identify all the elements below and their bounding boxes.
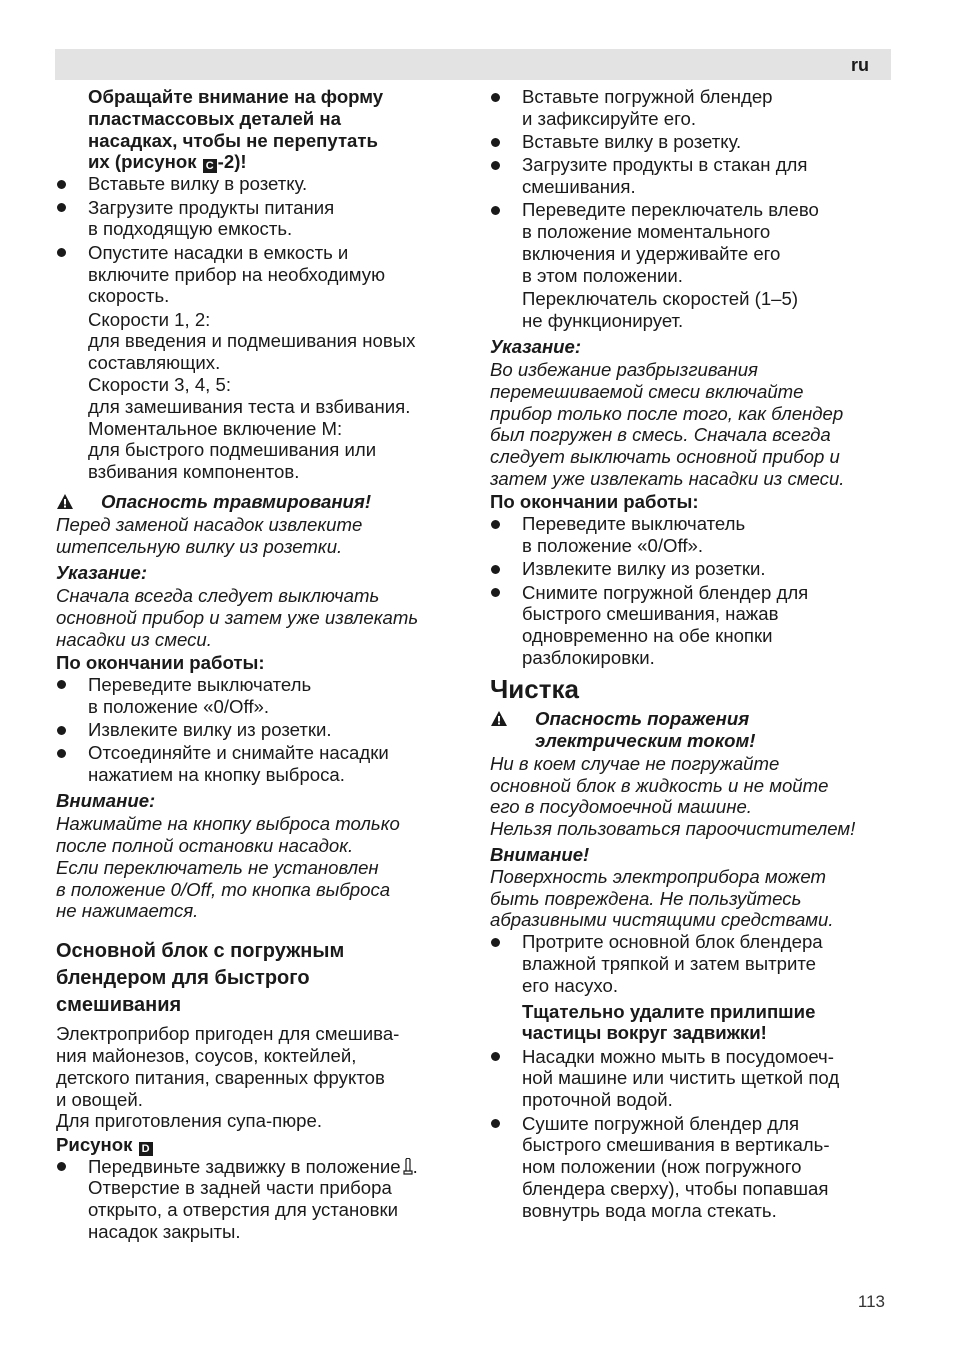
attention-line: Нажимайте на кнопку выброса только — [56, 813, 400, 835]
danger-title-line: Опасность поражения — [535, 707, 750, 729]
list-item-line: в подходящую емкость. — [88, 218, 293, 240]
section-title — [56, 938, 466, 1019]
cleaning-title: Чистка — [490, 673, 579, 704]
intro-warning — [56, 86, 466, 173]
speed-line: Моментальное включение M: — [88, 417, 343, 439]
list-item-line: включите прибор на необходимую — [88, 263, 386, 285]
right-column — [490, 86, 890, 1223]
section-title-line: Основной блок с погружным — [56, 940, 345, 963]
list-item-line: Переведите выключатель — [522, 513, 746, 535]
note-line: следует выключать основной прибор и — [490, 446, 840, 468]
list-item-line: в положение «0/Off». — [88, 695, 269, 717]
attention-line: абразивными чистящими средствами. — [490, 909, 834, 931]
list-item — [56, 1156, 466, 1243]
note-text — [56, 585, 466, 650]
danger-text — [56, 514, 466, 558]
slide-text: Передвиньте задвижку в положение — [88, 1155, 401, 1177]
after-work-title: По окончании работы: — [490, 491, 699, 513]
list-item-line: быстрого смешивания в вертикаль- — [522, 1134, 830, 1156]
attention-line: Если переключатель не установлен — [56, 856, 379, 878]
list-item-line: Сушите погружной блендер для — [522, 1112, 800, 1134]
section-line: ния майонезов, соусов, коктейлей, — [56, 1044, 357, 1066]
list-item-line: в положение моментального — [522, 221, 771, 243]
list-item — [490, 558, 890, 580]
list-item — [490, 199, 890, 286]
intro-text: их (рисунок — [88, 151, 197, 173]
list-item-line: Насадки можно мыть в посудомоеч- — [522, 1045, 834, 1067]
list-item-line: одновременно на обе кнопки — [522, 625, 773, 647]
attention-title: Внимание: — [56, 789, 156, 811]
slide-period: . — [412, 1155, 418, 1177]
list-item-line: Отверстие в задней части прибора — [88, 1177, 392, 1199]
speed-line: Скорости 3, 4, 5: — [88, 374, 232, 396]
note-line: перемешиваемой смеси включайте — [490, 380, 804, 402]
note-line: прибор только после того, как блендер — [490, 402, 844, 424]
note-title: Указание: — [56, 561, 148, 583]
speed-line: взбивания компонентов. — [88, 461, 300, 483]
note-line: Во избежание разбрызгивания — [490, 359, 758, 381]
list-item-line: разблокировки. — [522, 646, 655, 668]
danger-line: Перед заменой насадок извлеките — [56, 514, 363, 536]
warning-triangle-icon — [56, 493, 74, 510]
list-item — [490, 513, 890, 557]
list-item — [56, 197, 466, 241]
list-item-line: нажатием на кнопку выброса. — [88, 764, 345, 786]
note-text — [490, 359, 890, 490]
note-line: затем уже извлекать насадки из смеси. — [490, 468, 845, 490]
slider-position-icon — [403, 1158, 413, 1176]
list-item-line: Вставьте вилку в розетку. — [88, 173, 308, 195]
note-line: основной прибор и затем уже извлекать — [56, 607, 419, 629]
switch-line: Переключатель скоростей (1–5) — [522, 288, 799, 310]
list-item-line: влажной тряпкой и затем вытрите — [522, 952, 817, 974]
attention-line: после полной остановки насадок. — [56, 835, 354, 856]
after-work-list — [56, 674, 466, 786]
list-item-line: Протрите основной блок блендера — [522, 931, 823, 953]
list-item-line: Снимите погружной блендер для — [522, 581, 809, 603]
danger-line: штепсельную вилку из розетки. — [56, 536, 343, 558]
warning-triangle-icon — [490, 710, 508, 727]
danger-heading — [490, 708, 890, 752]
list-item — [490, 1113, 890, 1222]
section-text — [56, 1023, 466, 1132]
intro-line: насадках, чтобы не перепутать — [88, 129, 378, 151]
danger-line: Ни в коем случае не погружайте — [490, 752, 780, 774]
figure-label: Рисунок — [56, 1133, 133, 1155]
danger-heading — [56, 491, 466, 513]
speed-line: для быстрого подмешивания или — [88, 439, 377, 461]
attention-text — [490, 866, 890, 931]
list-item-line: блендера сверху), чтобы попавшая — [522, 1177, 829, 1199]
section-line: Для приготовления супа-пюре. — [56, 1110, 323, 1132]
intro-line: Обращайте внимание на форму — [88, 86, 384, 107]
section-line: детского питания, сваренных фруктов — [56, 1066, 385, 1088]
attention-title: Внимание! — [490, 844, 590, 865]
switch-line: не функционирует. — [522, 309, 684, 331]
list-item-line: быстрого смешивания, нажав — [522, 603, 779, 625]
list-item — [56, 742, 466, 786]
list-item — [490, 582, 890, 669]
list-item-line: Переведите переключатель влево — [522, 199, 819, 221]
attention-line: не нажимается. — [56, 900, 199, 922]
section-title-line: блендером для быстрого — [56, 967, 310, 990]
list-item — [490, 931, 890, 1044]
section-line: Электроприбор пригоден для смешива- — [56, 1023, 400, 1045]
after-work-title: По окончании работы: — [56, 652, 265, 674]
wipe-warning-line: частицы вокруг задвижки! — [522, 1022, 767, 1044]
speed-line: для введения и подмешивания новых — [88, 330, 416, 352]
intro-line — [88, 151, 466, 173]
wipe-warning-line: Тщательно удалите прилипшие — [522, 1000, 816, 1022]
header-bar — [55, 49, 891, 80]
list-item-line: и зафиксируйте его. — [522, 107, 696, 129]
after-work-list — [490, 513, 890, 669]
list-item-line: Загрузите продукты в стакан для — [522, 154, 808, 176]
speed-line: составляющих. — [88, 352, 221, 374]
list-item-line: ном положении (нож погружного — [522, 1156, 802, 1178]
page-number: 113 — [857, 1292, 885, 1311]
list-item-line: ной машине или чистить щеткой под — [522, 1067, 840, 1089]
attention-line: в положение 0/Off, то кнопка выброса — [56, 878, 391, 900]
slide-list — [56, 1156, 466, 1243]
attention-text — [56, 813, 466, 922]
list-item — [490, 86, 890, 130]
list-item-line: его насухо. — [522, 974, 619, 996]
list-item-line: включения и удерживайте его — [522, 243, 781, 265]
list-item — [56, 173, 466, 195]
blender-steps-list — [490, 86, 890, 287]
list-item — [490, 131, 890, 153]
note-title: Указание: — [490, 335, 582, 357]
intro-line: пластмассовых деталей на — [88, 107, 341, 129]
list-item — [56, 719, 466, 741]
danger-line: Нельзя пользоваться пароочистителем! — [490, 818, 856, 840]
figure-d-badge: D — [139, 1142, 153, 1156]
section-line: и овощей. — [56, 1088, 143, 1110]
danger-title: Опасность травмирования! — [101, 491, 372, 513]
language-label: ru — [851, 55, 869, 75]
list-item-line: в этом положении. — [522, 264, 683, 286]
switch-note — [490, 288, 890, 332]
speed-line: для замешивания теста и взбивания. — [88, 395, 411, 417]
list-item-line: открыто, а отверстия для установки — [88, 1199, 398, 1221]
left-column — [56, 86, 466, 1244]
list-item-line: Опустите насадки в емкость и — [88, 241, 349, 263]
note-line: насадки из смеси. — [56, 628, 212, 650]
note-line: был погружен в смесь. Сначала всегда — [490, 424, 831, 446]
list-item — [490, 1046, 890, 1111]
list-item-line: Извлеките вилку из розетки. — [88, 719, 332, 741]
list-item-line: Вставьте погружной блендер — [522, 86, 773, 107]
figure-d-label — [56, 1134, 466, 1156]
list-item — [490, 154, 890, 198]
steps-list — [56, 173, 466, 307]
danger-line: основной блок в жидкость и не мойте — [490, 774, 829, 796]
attention-line: Поверхность электроприбора может — [490, 865, 826, 887]
list-item-line: Вставьте вилку в розетку. — [522, 131, 742, 153]
speeds-description — [56, 309, 466, 483]
list-item-line: в положение «0/Off». — [522, 534, 703, 556]
list-item-line — [88, 1156, 466, 1178]
danger-text — [490, 753, 890, 840]
intro-suffix: -2)! — [217, 151, 247, 173]
list-item-line: Загрузите продукты питания — [88, 196, 335, 218]
attention-line: быть повреждена. Не пользуйтесь — [490, 887, 802, 909]
figure-c-badge: C — [203, 159, 217, 173]
cleaning-list — [490, 931, 890, 1221]
list-item — [56, 674, 466, 718]
list-item-line: насадок закрыты. — [88, 1221, 241, 1243]
list-item — [56, 242, 466, 307]
wipe-warning — [522, 1001, 890, 1045]
list-item-line: проточной водой. — [522, 1089, 673, 1111]
list-item-line: смешивания. — [522, 176, 636, 198]
list-item-line: Переведите выключатель — [88, 673, 312, 695]
list-item-line: Извлеките вилку из розетки. — [522, 558, 766, 580]
speed-line: Скорости 1, 2: — [88, 308, 211, 330]
danger-title-line: электрическим током! — [535, 729, 756, 751]
section-title-line: смешивания — [56, 994, 182, 1017]
danger-line: его в посудомоечной машине. — [490, 796, 752, 818]
list-item-line: скорость. — [88, 285, 170, 307]
list-item-line: Отсоединяйте и снимайте насадки — [88, 742, 389, 764]
list-item-line: вовнутрь вода могла стекать. — [522, 1199, 777, 1221]
note-line: Сначала всегда следует выключать — [56, 585, 380, 607]
